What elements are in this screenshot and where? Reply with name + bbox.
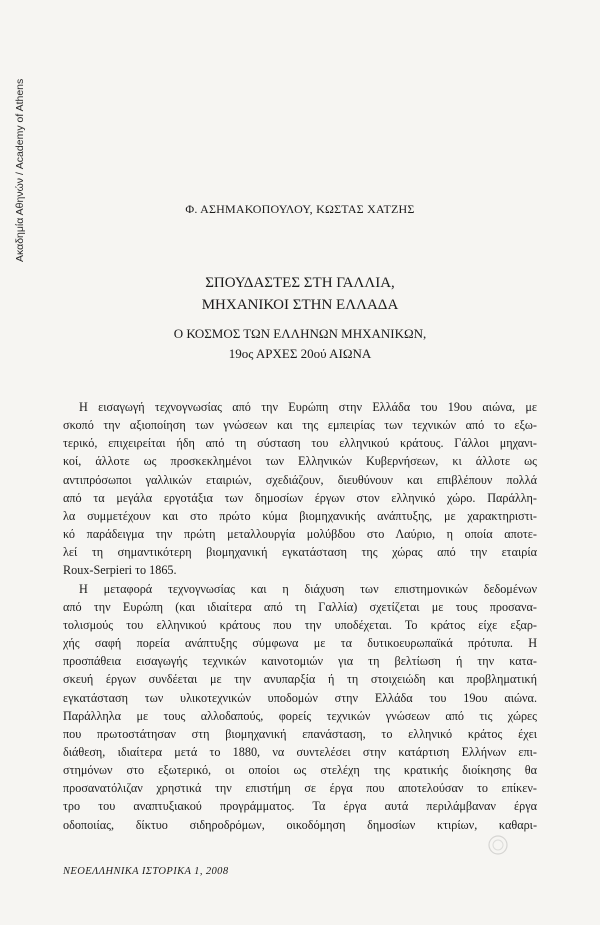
body-line: που πρωτοστάτησαν στη βιομηχανική επανάσταση, το ελληνικό κράτος έχει xyxy=(63,726,537,741)
body-line: διάθεση, ιδιαίτερα μετά το 1880, να συντελέσει στην κατάρτιση Ελλήνων επι- xyxy=(63,744,537,759)
body-line: προσπάθεια εισαγωγής τεχνικών καινοτομιών για τη βελτίωση ή την κατα- xyxy=(63,654,537,669)
body-line: οδοποιίας, δίκτυο σιδηροδρόμων, οικοδόμηση δημοσίων κτιρίων, καθαρι- xyxy=(63,817,537,832)
paragraph-1 xyxy=(63,398,537,580)
body-line: χής σαφή πορεία ανάπτυξης σύμφωνα με τα δυτικοευρωπαϊκά πρότυπα. Η xyxy=(63,636,537,651)
title-line-1: ΣΠΟΥΔΑΣΤΕΣ ΣΤΗ ΓΑΛΛΙΑ, xyxy=(205,275,395,291)
body-line: από την Ευρώπη (και ιδιαίτερα από τη Γαλλία) σχετίζεται με τους προσανα- xyxy=(63,599,537,614)
subtitle-line-1: Ο ΚΟΣΜΟΣ ΤΩΝ ΕΛΛΗΝΩΝ ΜΗΧΑΝΙΚΩΝ, xyxy=(173,326,427,341)
article-subtitle xyxy=(0,324,600,364)
title-line-2: ΜΗΧΑΝΙΚΟΙ ΣΤΗΝ ΕΛΛΑΔΑ xyxy=(201,297,399,313)
paragraph-2 xyxy=(63,580,537,834)
body-line: στημόνων στο εξωτερικό, οι οποίοι ως στελέχη της κρατικής διοίκησης θα xyxy=(63,763,537,778)
archive-side-label: Ακαδημία Αθηνών / Academy of Athens xyxy=(14,78,26,262)
body-line: εγκατάσταση των υλικοτεχνικών υποδομών στην Ελλάδα του 19ου αιώνα. xyxy=(63,690,537,705)
body-line: Η εισαγωγή τεχνογνωσίας από την Ευρώπη στην Ελλάδα του 19ου αιώνα, με xyxy=(79,400,537,414)
article-title xyxy=(0,272,600,316)
body-line: σκοπό την αξιοποίηση των γνώσεων και της εμπειρίας των τεχνικών από το εξω- xyxy=(63,418,537,433)
body-line: από τα μεγάλα εργοτάξια των δημοσίων έργων στον ελληνικό χώρο. Παράλλη- xyxy=(63,490,537,505)
body-line: τρο του αναπτυξιακού προγράμματος. Τα έργα αυτά περιλάμβαναν έργα xyxy=(63,799,537,814)
body-line: λα συμμετέχουν και στο πρώτο κύμα βιομηχανικής ανάπτυξης, με χαρακτηριστι- xyxy=(63,508,537,523)
body-line: Παράλληλα με τους αλλοδαπούς, φορείς τεχνικών γνώσεων από τις χώρες xyxy=(63,708,537,723)
seal-icon xyxy=(487,834,509,856)
academy-seal-watermark-icon xyxy=(487,832,561,858)
body-line: αντιπρόσωποι γαλλικών εταιριών, σχεδιάζουν, διευθύνουν και επιβλέπουν πολλά xyxy=(63,472,537,487)
article-body xyxy=(63,398,537,834)
body-line: σκευή έργων συνδέεται με την ανυπαρξία ή τη στοιχειώδη και προβληματική xyxy=(63,672,537,687)
body-line: Roux-Serpieri το 1865. xyxy=(63,563,177,578)
body-line: Η μεταφορά τεχνογνωσίας και η διάχυση των επιστημονικών δεδομένων xyxy=(79,581,537,596)
body-line: τερικό, επιχειρείται ήδη από τη σύσταση του ελληνικού κράτους. Γάλλοι μηχανι- xyxy=(63,436,537,451)
body-line: προσανατόλιζαν χρηστικά την επιστήμη σε έργα που αποτελούσαν το επίκεν- xyxy=(63,781,537,796)
article-authors: Φ. ΑΣΗΜΑΚΟΠΟΥΛΟΥ, ΚΩΣΤΑΣ ΧΑΤΖΗΣ xyxy=(185,202,415,216)
body-line: λεί τη σημαντικότερη βιομηχανική εγκατάσταση της χώρας από την εταιρία xyxy=(63,545,537,560)
journal-footer: ΝΕΟΕΛΛΗΝΙΚΑ ΙΣΤΟΡΙΚΑ 1, 2008 xyxy=(63,866,229,877)
subtitle-line-2: 19ος ΑΡΧΕΣ 20ού ΑΙΩΝΑ xyxy=(228,346,372,361)
body-line: κό παράδειγμα την πρώτη μεταλλουργία μολύβδου στο Λαύριο, η οποία αποτε- xyxy=(63,527,537,542)
body-line: κοί, άλλοτε ως προσκεκλημένοι των Ελληνικών Κυβερνήσεων, κι άλλοτε ως xyxy=(63,454,537,469)
body-line: τολισμούς του ελληνικού κράτους που την υποδέχεται. Το κράτος είχε εξαρ- xyxy=(63,617,537,632)
